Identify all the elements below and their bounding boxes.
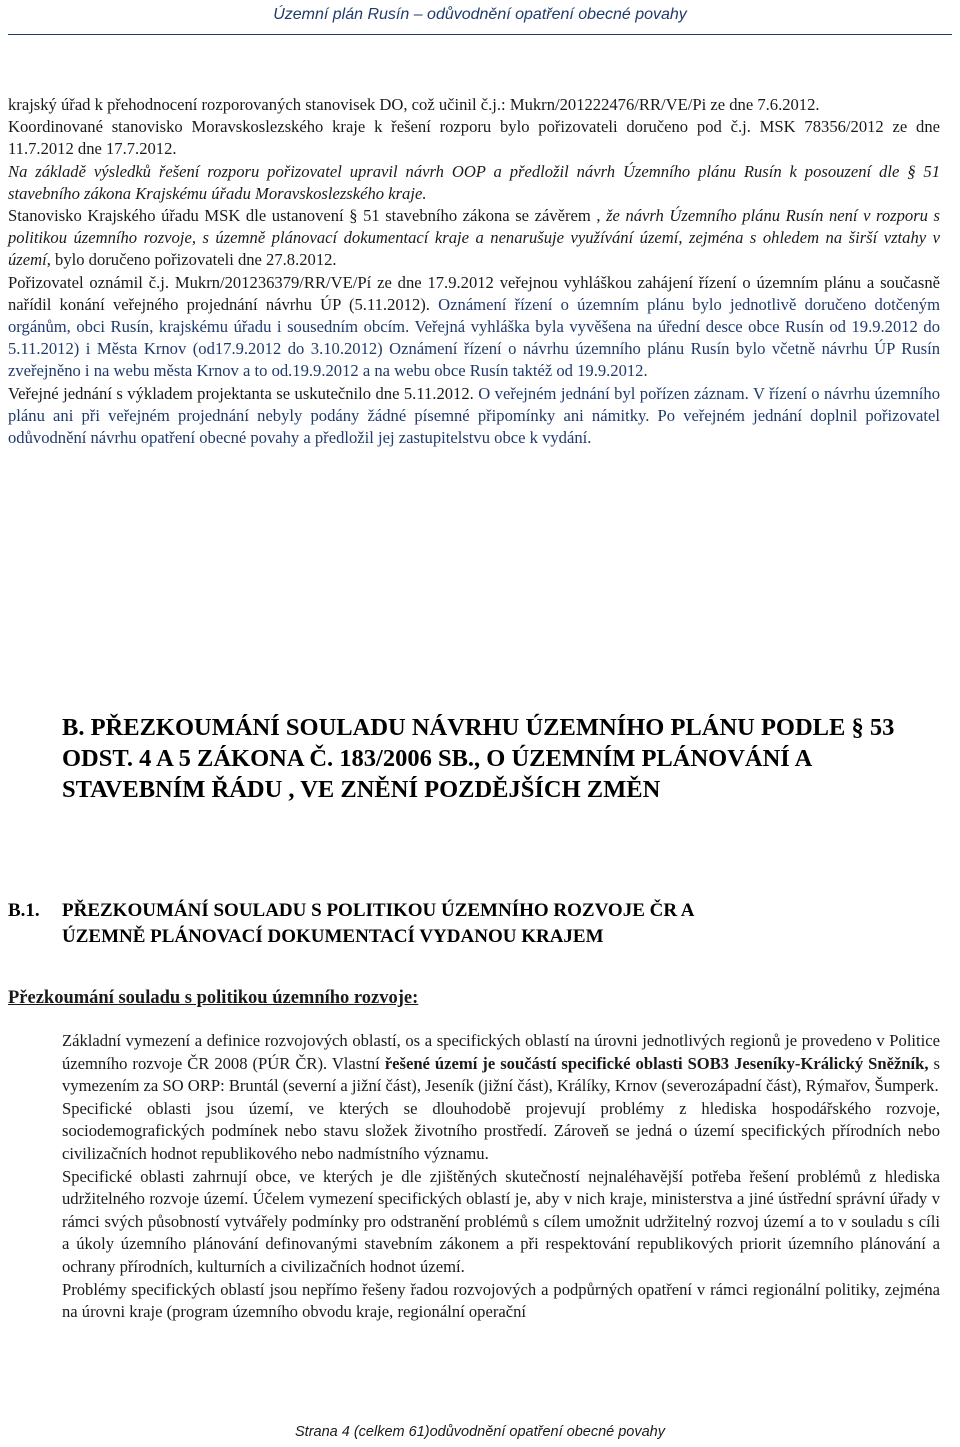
paragraph-dispute-review: krajský úřad k přehodnocení rozporovaných stanovisek DO, což učinil č.j.: Mukrn/201222476/RR/VE/Pi ze dne 7.6.2012. — [8, 95, 820, 114]
paragraph-regional-statement: Stanovisko Krajského úřadu MSK dle ustanovení § 51 stavebního zákona se závěrem , že návrh Územního plánu Rusín není v rozporu s politikou územního rozvoje, s územně plánovací dokumentací kraje a nenarušuje využívání území, zejména s ohledem na širší vztahy v území, bylo doručeno pořizovateli dne 27.8.2012. — [8, 206, 940, 270]
paragraph-public-hearing: Veřejné jednání s výkladem projektanta se uskutečnilo dne 5.11.2012. O veřejném jednání byl pořízen záznam. V řízení o návrhu územního plánu ani při veřejném projednání nebyly podány žádné písemné připomínky ani námitky. Po veřejném jednání doplnil pořizovatel odůvodnění návrhu opatření obecné povahy a předložil jej zastupitelstvu obce k vydání. — [8, 383, 940, 448]
paragraph-specific-area: Základní vymezení a definice rozvojových oblastí, os a specifických oblastí na úrovni jednotlivých regionů je provedeno v Politice územního rozvoje ČR 2008 (PÚR ČR). Vlastní řešené území je součástí specifické oblasti SOB3 Jeseníky-Králický Sněžník, s vymezením za SO ORP: Bruntál (severní a jižní část), Jeseník (jižní část), Králíky, Krnov (severozápadní část), Rýmařov, Šumperk. — [62, 1031, 941, 1096]
header-rule — [8, 34, 952, 35]
paragraph-public-notice: Pořizovatel oznámil č.j. Mukrn/201236379/RR/VE/Pí ze dne 17.9.2012 veřejnou vyhláškou zahájení řízení o územním plánu a současně nařídil konání veřejného projednání návrhu ÚP (5.11.2012). Oznámení řízení o územním plánu bylo jednotlivě doručeno dotčeným orgánům, obci Rusín, krajskému úřadu i sousedním obcím. Veřejná vyhláška byla vyvěšena na úřední desce obce Rusín od 19.9.2012 do 5.11.2012) i Města Krnov (od17.9.2012 do 3.10.2012) Oznámení řízení o návrhu územního plánu Rusín bylo včetně návrhu ÚP Rusín zveřejněno i na webu města Krnov a to od.19.9.2012 a na webu obce Rusín taktéž od 19.9.2012. — [8, 272, 940, 381]
section-b1-line2: ÚZEMNĚ PLÁNOVACÍ DOKUMENTACÍ VYDANOU KRAJEM — [62, 926, 604, 947]
section-number: B.1. — [8, 900, 40, 921]
paragraph-coordinated-statement: Koordinované stanovisko Moravskoslezského kraje k řešení rozporu bylo pořizovateli doručeno pod č.j. MSK 78356/2012 ze dne 11.7.2012 dne 17.7.2012. — [8, 117, 940, 159]
policy-review-text — [62, 1030, 940, 1324]
section-b-heading: B. PŘEZKOUMÁNÍ SOULADU NÁVRHU ÚZEMNÍHO PLÁNU PODLE § 53 ODST. 4 A 5 ZÁKONA Č. 183/2006 SB., O ÚZEMNÍM PLÁNOVÁNÍ A STAVEBNÍM ŘÁDU , VE ZNĚNÍ POZDĚJŠÍCH ZMĚN — [62, 714, 895, 803]
paragraph-oop-revision: Na základě výsledků řešení rozporu pořizovatel upravil návrh OOP a předložil návrh Územního plánu Rusín k posouzení dle § 51 stavebního zákona Krajskému úřadu Moravskoslezského kraje. — [8, 161, 940, 203]
page-footer — [0, 1424, 960, 1440]
subheading-policy-review: Přezkoumání souladu s politikou územního rozvoje: — [8, 988, 419, 1008]
paragraph-specific-areas-definition: Specifické oblasti jsou území, ve kterých se dlouhodobě projevují problémy z hlediska hospodářského rozvoje, sociodemografických podmínek nebo stavu složek životního prostředí. Zároveň se jedná o území specifických přírodních nebo civilizačních hodnot republikového nebo nadmístního významu. — [62, 1098, 940, 1163]
paragraph-specific-areas-purpose: Specifické oblasti zahrnují obce, ve kterých je dle zjištěných skutečností nejnaléhavější potřeba řešení problémů z hlediska udržitelného rozvoje území. Účelem vymezení specifických oblastí je, aby v nich kraje, ministerstva a jiné ústřední správní úřady v rámci svých působností vytvářely podmínky pro odstranění problémů s cílem umožnit udržitelný rozvoj území a to v souladu s cíli a úkoly územního plánování definovanými stavebním zákonem a při respektování republikových priorit územního plánování a ochrany přírodních, kulturních a civilizačních hodnot území. — [62, 1166, 940, 1276]
paragraph-specific-areas-problems: Problémy specifických oblastí jsou nepřímo řešeny řadou rozvojových a podpůrných opatření v rámci regionální politiky, zejména na úrovni kraje (program územního obvodu kraje, regionální operační — [62, 1279, 940, 1322]
section-b1-heading — [8, 898, 940, 950]
page-header — [0, 0, 960, 44]
document-title: Územní plán Rusín – odůvodnění opatření obecné povahy — [273, 6, 687, 23]
page-number-text: Strana 4 (celkem 61)odůvodnění opatření obecné povahy — [295, 1424, 665, 1440]
procedure-text — [8, 94, 940, 449]
section-b1-line1: B.1. PŘEZKOUMÁNÍ SOULADU S POLITIKOU ÚZEMNÍHO ROZVOJE ČR A — [8, 898, 940, 924]
